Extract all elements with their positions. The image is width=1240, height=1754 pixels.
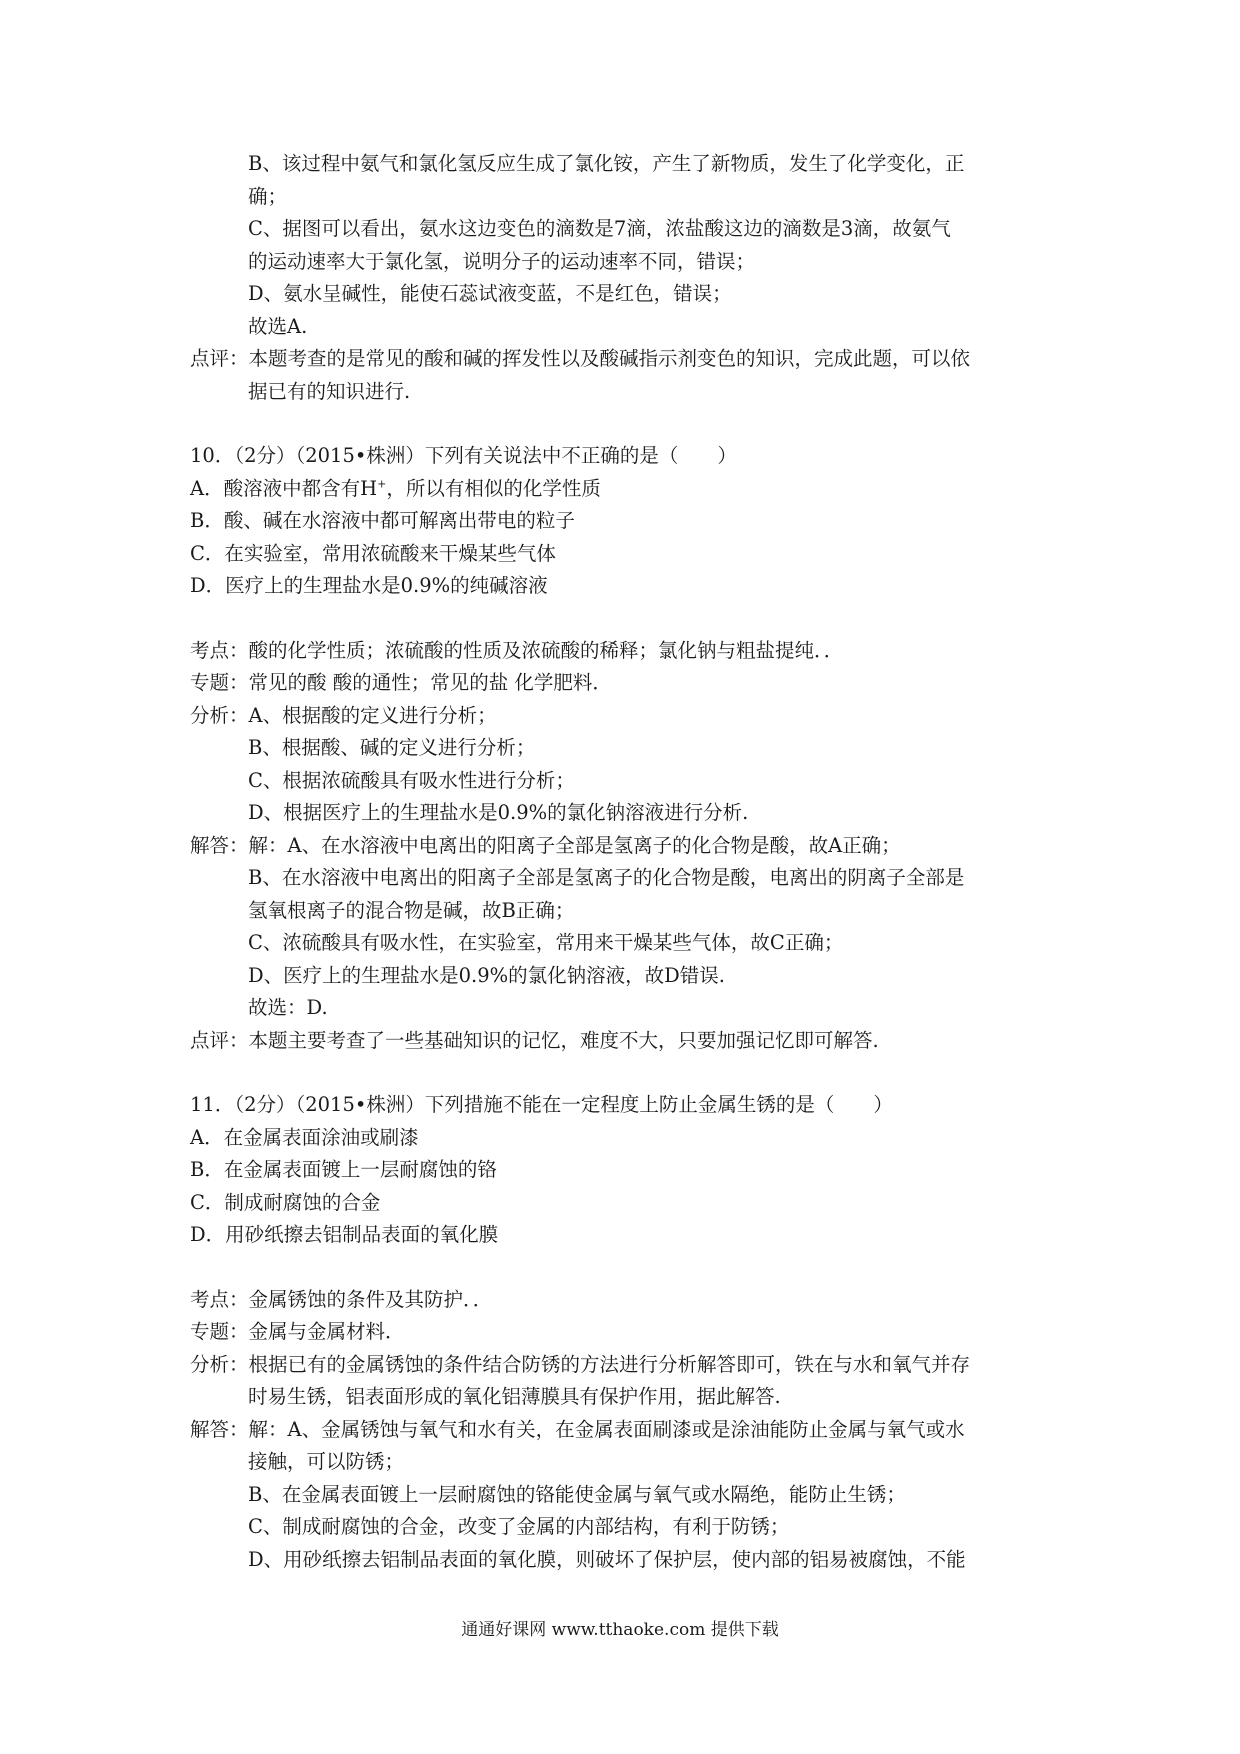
q10-option-a (190, 473, 1070, 506)
q11-jieda-a1 (190, 1414, 1070, 1447)
q9-answer-b-line1: B、该过程中氨气和氯化氢反应生成了氯化铵，产生了新物质，发生了化学变化，正 (248, 152, 965, 175)
spacer (190, 603, 1070, 635)
q11-jieda-d: D、用砂纸擦去铝制品表面的氧化膜，则破坏了保护层，使内部的铝易被腐蚀，不能 (248, 1547, 966, 1571)
q10-jieda-b2: 氢氧根离子的混合物是碱，故B正确； (248, 898, 575, 922)
q10-fenxi-d: D、根据医疗上的生理盐水是0.9%的氯化钠溶液进行分析. (248, 801, 749, 824)
q10-stem: 10．（2分）（2015•株洲）下列有关说法中不正确的是（ ） (190, 444, 737, 467)
q11-option-b: B．在金属表面镀上一层耐腐蚀的铬 (190, 1158, 497, 1181)
q10-jieda-b1: B、在水溶液中电离出的阳离子全部是氢离子的化合物是酸，电离出的阴离子全部是 (248, 866, 965, 889)
q9-comment-line1 (190, 343, 1070, 376)
q11-kaodian-text: 金属锈蚀的条件及其防护．． (248, 1287, 493, 1311)
q10-jieda-d: D、医疗上的生理盐水是0.9%的氯化钠溶液，故D错误. (248, 963, 726, 987)
q11-option-d: D．用砂纸擦去铝制品表面的氧化膜 (190, 1223, 499, 1246)
q11-kaodian-label: 考点： (190, 1287, 249, 1311)
q9-comment-text1: 本题考查的是常见的酸和碱的挥发性以及酸碱指示剂变色的知识，完成此题，可以依 (248, 347, 971, 370)
q9-answer-b-line2: 确； (248, 184, 288, 208)
page-content (190, 148, 1070, 1576)
q11-zhuanti (190, 1316, 1070, 1349)
q10-fenxi-a (190, 700, 1070, 733)
spacer (190, 408, 1070, 440)
spacer (190, 1057, 1070, 1089)
q10-zhuanti-text: 常见的酸 酸的通性；常见的盐 化学肥料． (248, 671, 612, 694)
q11-jieda-c: C、制成耐腐蚀的合金，改变了金属的内部结构，有利于防锈； (248, 1515, 790, 1538)
q9-answer-d: D、氨水呈碱性，能使石蕊试液变蓝，不是红色，错误； (248, 282, 732, 305)
q11-stem: 11．（2分）（2015•株洲）下列措施不能在一定程度上防止金属生锈的是（ ） (190, 1093, 893, 1116)
q10-zhuanti-label: 专题： (190, 671, 249, 694)
q11-zhuanti-label: 专题： (190, 1320, 249, 1343)
q10-option-a-pre: A．酸溶液中都含有H (190, 476, 378, 500)
q10-comment-label: 点评： (190, 1028, 249, 1052)
q10-comment (190, 1025, 1070, 1058)
q11-fenxi-1 (190, 1349, 1070, 1382)
q11-zhuanti-text: 金属与金属材料． (248, 1320, 405, 1343)
q10-comment-text: 本题主要考查了一些基础知识的记忆，难度不大，只要加强记忆即可解答. (248, 1028, 879, 1052)
q10-jieda-a (190, 830, 1070, 863)
q10-fenxi-a-text: A、根据酸的定义进行分析； (248, 703, 497, 727)
page-footer: 通通好课网 www.tthaoke.com 提供下载 (461, 1620, 779, 1640)
q11-fenxi-label: 分析： (190, 1352, 249, 1376)
q10-option-a-sup: + (377, 477, 387, 490)
q10-choose: 故选：D. (248, 996, 328, 1019)
q10-fenxi-label: 分析： (190, 703, 249, 727)
q10-kaodian-text: 酸的化学性质；浓硫酸的性质及浓硫酸的稀释；氯化钠与粗盐提纯．． (248, 638, 844, 662)
q10-option-c: C．在实验室，常用浓硫酸来干燥某些气体 (190, 541, 556, 565)
q9-comment-line2: 据已有的知识进行. (248, 379, 411, 403)
spacer (190, 1252, 1070, 1284)
q10-kaodian-label: 考点： (190, 638, 249, 662)
q9-comment-label: 点评： (190, 347, 249, 370)
q9-answer-c-line2: 的运动速率大于氯化氢，说明分子的运动速率不同，错误； (248, 249, 756, 273)
q11-jieda-b: B、在金属表面镀上一层耐腐蚀的铬能使金属与氧气或水隔绝，能防止生锈； (248, 1482, 906, 1506)
q11-jieda-a1-text: 解：A、金属锈蚀与氧气和水有关，在金属表面刷漆或是涂油能防止金属与氧气或水 (248, 1417, 965, 1441)
q11-option-c: C．制成耐腐蚀的合金 (190, 1190, 381, 1214)
q10-option-d: D．医疗上的生理盐水是0.9%的纯碱溶液 (190, 574, 548, 597)
q11-fenxi-2: 时易生锈，铝表面形成的氧化铝薄膜具有保护作用，据此解答. (248, 1385, 781, 1408)
q10-kaodian (190, 635, 1070, 668)
q11-jieda-label: 解答： (190, 1417, 249, 1441)
q10-fenxi-b: B、根据酸、碱的定义进行分析； (248, 736, 536, 759)
q9-choose: 故选A. (248, 314, 308, 338)
q10-fenxi-c: C、根据浓硫酸具有吸水性进行分析； (248, 768, 575, 792)
q11-jieda-a2: 接触，可以防锈； (248, 1450, 405, 1473)
q10-jieda-label: 解答： (190, 833, 249, 857)
q10-jieda-c: C、浓硫酸具有吸水性，在实验室，常用来干燥某些气体，故C正确； (248, 931, 844, 954)
q10-option-b: B．酸、碱在水溶液中都可解离出带电的粒子 (190, 509, 575, 532)
q9-answer-c-line1: C、据图可以看出，氨水这边变色的滴数是7滴，浓盐酸这边的滴数是3滴，故氨气 (248, 217, 951, 240)
q10-jieda-a-text: 解：A、在水溶液中电离出的阳离子全部是氢离子的化合物是酸，故A正确； (248, 833, 901, 857)
q11-kaodian (190, 1284, 1070, 1317)
q11-option-a: A．在金属表面涂油或刷漆 (190, 1125, 419, 1149)
q10-zhuanti (190, 667, 1070, 700)
q11-fenxi-1-text: 根据已有的金属锈蚀的条件结合防锈的方法进行分析解答即可，铁在与水和氧气并存 (248, 1352, 971, 1376)
q10-option-a-post: ，所以有相似的化学性质 (386, 476, 601, 500)
